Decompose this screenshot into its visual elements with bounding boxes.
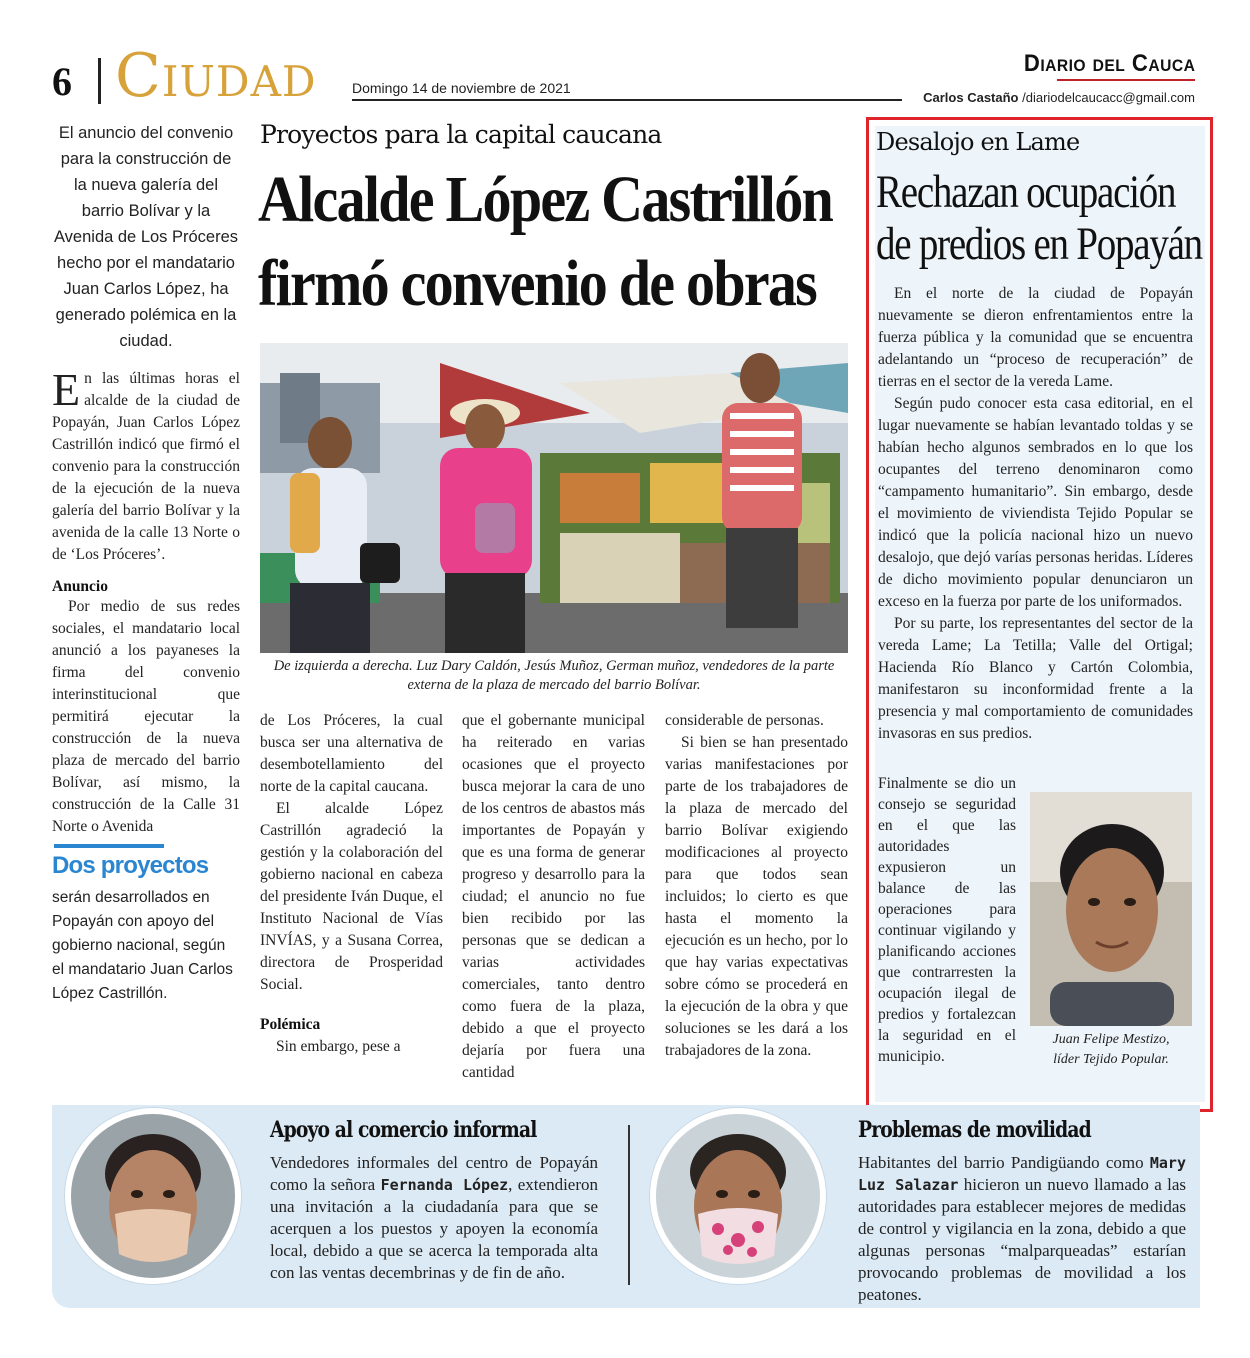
side-headline-line-2: de predios en Popayán: [876, 218, 1202, 270]
resident-portrait-circle: [650, 1108, 826, 1284]
side-paragraph-3: Por su parte, los representantes del sector de la vereda Lame; La Tetilla; Valle del Ortigal; Hacienda Río Blanco y Cartón Colombia, manifestaron su inconformidad frente a la presencia y mal comportamiento de comunidades invasoras en sus predios.: [878, 615, 1193, 742]
col1-paragraph-1: de Los Próceres, la cual busca ser una alternativa de desembotellamiento del norte de la capital caucana.: [260, 712, 443, 795]
leader-photo-caption: [1030, 1030, 1192, 1070]
band-divider: [628, 1125, 630, 1285]
col3-paragraph-1: considerable de personas.: [665, 712, 824, 729]
byline: [923, 90, 1195, 105]
resident-portrait-illustration: [656, 1114, 820, 1278]
market-vendors-photo: [260, 343, 848, 653]
left-column: [52, 120, 240, 1006]
highlight-bar: [54, 844, 164, 848]
band-title-commerce: Apoyo al comercio informal: [270, 1117, 537, 1143]
subhead-polemica: Polémica: [260, 1016, 321, 1033]
issue-date: Domingo 14 de noviembre de 2021: [352, 80, 571, 96]
resident-name: Mary Luz Salazar: [858, 1154, 1186, 1194]
intro-text: n las últimas horas el alcalde de la ciudad de Popayán, Juan Carlos López Castrillón indicó que firmó el convenio para la construcción de la ejecución de la nueva galería del barrio Bolívar y la avenida de la calle 13 Norte o de ‘Los Próceres’.: [52, 370, 240, 563]
main-column-3: [665, 710, 848, 1062]
page-number: 6: [52, 59, 72, 104]
band-title-mobility: Problemas de movilidad: [858, 1117, 1091, 1143]
intro-paragraph: [52, 364, 240, 566]
side-paragraph-4: Finalmente se dio un consejo se seguridad en el que las autoridades expusieron un balance de las operaciones para continuar vigilando y planificando acciones que contrarresten la ocupación ilegal de predios y fortalezcan la seguridad en el municipio.: [878, 775, 1016, 1065]
market-scene-illustration: [260, 343, 848, 653]
main-photo-caption: De izquierda a derecha. Luz Dary Caldón, Jesús Muñoz, German muñoz, vendedores de la parte externa de la plaza de mercado del barrio Bolívar.: [273, 658, 835, 693]
drop-cap: E: [52, 364, 81, 415]
leader-portrait-photo: [1030, 792, 1192, 1026]
side-paragraph-2: Según pudo conocer esta casa editorial, en el lugar nuevamente se habían levantado toldas y se habían hecho algunos sembrados en lo que los ocupantes del terreno denominaron como “campamento humanitario”. Sin embargo, desde el movimiento de viviendista Tejido Popular se indicó que la policía nacional hizo un nuevo desalojo, que dejó varías personas heridas. Líderes de dicho movimiento popular denunciaron un exceso en la fuerza por parte de los uniformados.: [878, 395, 1193, 610]
col3-paragraph-2: Si bien se han presentado varias manifestaciones por parte de los trabajadores de la plaza de mercado del barrio Bolívar exigiendo modificaciones al proyecto para que todos sean incluidos; lo cierto es que hasta el momento la ejecución es un hecho, por lo que hay varias expectativas sobre cómo se procederá en la ejecución de la obra y que soluciones se les dará a los trabajadores de la zona.: [665, 734, 848, 1059]
main-kicker: Proyectos para la capital caucana: [260, 120, 662, 149]
highlight-text: serán desarrollados en Popayán con apoyo del gobierno nacional, según el mandatario Juan Carlos López Castrillón.: [52, 889, 233, 1002]
band-text-commerce-a: Vendedores informales del centro de Popayán como la señora: [270, 1153, 598, 1194]
band-text-commerce-b: , extendieron una invitación a la ciudadanía para que se acerquen a los puestos y apoyen la economía local, debido a que se acerca la temporada alta con las ventas decembrinas y de fin de año.: [270, 1175, 598, 1282]
anuncio-paragraph: Por medio de sus redes sociales, el mandatario local anunció a los payaneses la firma del convenio interinstitucional que permitirá ejecutar la construcción de la nueva plaza de mercado del barrio Bolívar, así mismo, la construcción de la Calle 31 Norte o Avenida: [52, 598, 240, 835]
highlight-title: Dos proyectos: [52, 852, 209, 879]
main-headline-line-1: Alcalde López Castrillón: [258, 163, 833, 236]
band-text-mobility: [858, 1152, 1186, 1306]
leader-caption-role: líder Tejido Popular.: [1053, 1052, 1169, 1067]
vendor-portrait-illustration: [71, 1114, 235, 1278]
col1-paragraph-2: El alcalde López Castrillón agradeció la gestión y la colaboración del gobierno nacional en cabeza del presidente Iván Duque, el Instituto Nacional de Vías INVÍAS, y a Susana Correa, directora de Prosperidad Social.: [260, 800, 443, 993]
lead-summary: El anuncio del convenio para la construcción de la nueva galería del barrio Bolívar y la Avenida de Los Próceres hecho por el mandatario Juan Carlos López, ha generado polémica en la ciudad.: [53, 124, 239, 350]
col1-paragraph-3: Sin embargo, pese a: [276, 1038, 401, 1055]
vendor-name: Fernanda López: [380, 1176, 509, 1194]
side-kicker: Desalojo en Lame: [876, 128, 1080, 156]
masthead-rule: [352, 99, 902, 101]
author-contact: /diariodelcaucacc@gmail.com: [1018, 90, 1195, 105]
main-column-1: [260, 710, 443, 1058]
side-paragraph-1: En el norte de la ciudad de Popayán nuevamente se dieron enfrentamientos entre la fuerza pública y la comunidad que se encuentra adelantando un “proceso de recuperación” de tierras en el sector de la vereda Lame.: [878, 285, 1193, 390]
leader-caption-name: Juan Felipe Mestizo,: [1052, 1032, 1170, 1047]
portrait-illustration: [1030, 792, 1192, 1026]
band-text-mobility-a: Habitantes del barrio Pandigüando como: [858, 1153, 1150, 1172]
main-headline-line-2: firmó convenio de obras: [258, 247, 817, 320]
section-title: Ciudad: [115, 41, 317, 111]
masthead-separator: [98, 58, 101, 104]
newspaper-brand: Diario del Cauca: [1023, 50, 1195, 77]
main-column-2: [462, 710, 645, 1084]
subhead-anuncio: Anuncio: [52, 578, 108, 595]
main-headline: [258, 158, 833, 326]
band-text-mobility-b: hicieron un nuevo llamado a las autoridades para establecer mejores de medidas de control y vigilancia en la zona, debido a que algunas personas “malparqueadas” estarían provocando problemas de movilidad a los peatones.: [858, 1175, 1187, 1304]
author-name: Carlos Castaño: [923, 90, 1019, 105]
brand-underline: [1057, 79, 1195, 81]
side-headline-line-1: Rechazan ocupación: [876, 166, 1176, 218]
side-article-body: [878, 283, 1193, 745]
vendor-portrait-circle: [65, 1108, 241, 1284]
band-text-commerce: [270, 1152, 598, 1284]
col2-paragraph-1: que el gobernante municipal ha reiterado en varias ocasiones que el proyecto busca mejorar la cara de uno de los centros de abastos más importantes de Popayán y que es una forma de generar progreso y desarrollo para la ciudad; el anuncio no fue bien recibido por las personas que se dedican a varias actividades comerciales, tanto dentro como fuera de la plaza, debido a que el proyecto dejaría por fuera una cantidad: [462, 712, 645, 1081]
side-headline: [876, 166, 1202, 270]
